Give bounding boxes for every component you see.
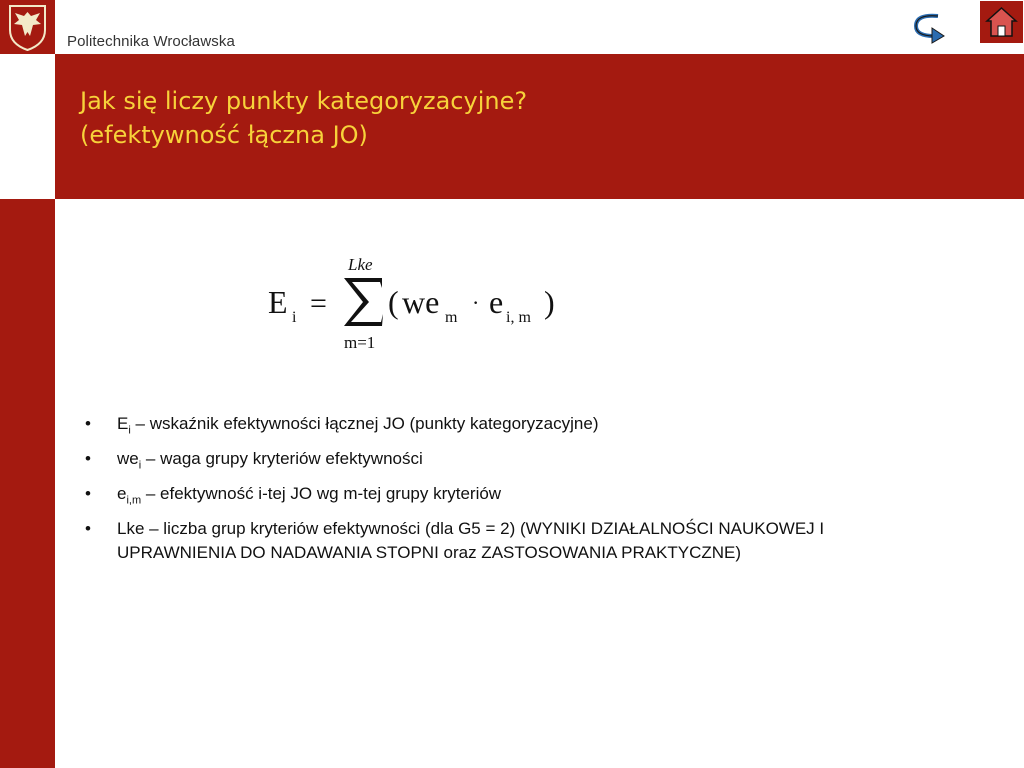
term-we: we bbox=[117, 449, 139, 468]
formula-dot: · bbox=[472, 290, 480, 315]
definitions-list bbox=[85, 412, 945, 576]
formula-lhs-sub: i bbox=[292, 309, 297, 326]
formula-sum-upper: Lke bbox=[348, 258, 373, 274]
formula-open-paren: ( bbox=[388, 284, 399, 320]
formula-e-sub: i, m bbox=[506, 309, 531, 326]
definition-we: – waga grupy kryteriów efektywności bbox=[141, 449, 423, 468]
left-margin-red bbox=[0, 199, 55, 768]
university-name: Politechnika Wrocławska bbox=[67, 33, 235, 50]
term-we-sub: i bbox=[138, 459, 142, 472]
header-bar bbox=[0, 0, 1024, 54]
bullet: • bbox=[85, 484, 91, 503]
title-line-1: Jak się liczy punkty kategoryzacyjne? bbox=[80, 87, 528, 115]
house-icon bbox=[980, 1, 1023, 43]
bullet: • bbox=[85, 449, 91, 468]
definition-eim: – efektywność i-tej JO wg m-tej grupy kryteriów bbox=[141, 484, 502, 503]
formula-lhs-e: E bbox=[268, 284, 288, 320]
term-eim-sub: i,m bbox=[126, 494, 142, 507]
term-eim: e bbox=[117, 484, 127, 503]
bullet: • bbox=[85, 414, 91, 433]
formula-we-sub: m bbox=[445, 309, 458, 326]
list-item bbox=[85, 447, 945, 471]
formula-we: we bbox=[402, 284, 440, 320]
slide-title bbox=[80, 84, 527, 152]
efficiency-formula bbox=[268, 258, 568, 353]
title-line-2: (efektywność łączna JO) bbox=[80, 121, 368, 149]
formula-e: e bbox=[489, 284, 504, 320]
term-e: E bbox=[117, 414, 129, 433]
definition-lke: Lke – liczba grup kryteriów efektywności (dla G5 = 2) (WYNIKI DZIAŁALNOŚCI NAUKOWEJ I UPRAWNIENIA DO NADAWANIA STOPNI oraz ZASTOSOWANIA PRAKTYCZNE) bbox=[117, 519, 825, 562]
back-button[interactable] bbox=[908, 12, 954, 44]
list-item bbox=[85, 412, 945, 436]
definition-e: – wskaźnik efektywności łącznej JO (punkty kategoryzacyjne) bbox=[130, 414, 599, 433]
left-margin-white bbox=[0, 54, 55, 199]
university-logo bbox=[0, 0, 55, 54]
formula-sum-lower: m=1 bbox=[344, 333, 376, 352]
summation-icon bbox=[344, 278, 383, 326]
formula-close-paren: ) bbox=[544, 284, 555, 320]
formula-equals: = bbox=[310, 287, 327, 320]
list-item bbox=[85, 517, 945, 565]
curved-back-arrow-icon bbox=[908, 12, 954, 44]
list-item bbox=[85, 482, 945, 506]
eagle-emblem-icon bbox=[0, 0, 55, 54]
bullet: • bbox=[85, 519, 91, 538]
home-button[interactable] bbox=[979, 0, 1024, 44]
term-e-sub: i bbox=[128, 424, 131, 437]
